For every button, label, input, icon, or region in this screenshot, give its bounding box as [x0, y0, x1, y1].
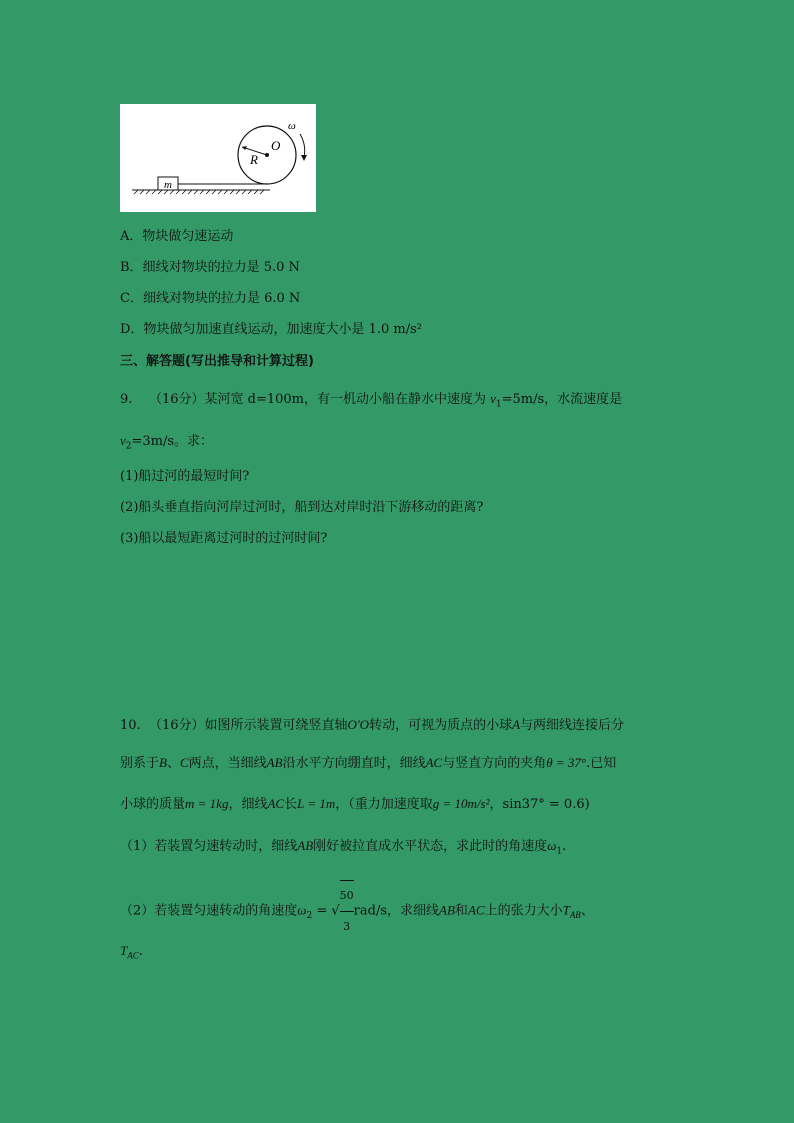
q9-part-3: (3)船以最短距离过河时的过河时间?	[120, 531, 328, 546]
option-b	[120, 259, 300, 277]
q10-text: .	[562, 839, 567, 854]
q10-number: 10.	[120, 718, 141, 733]
option-d	[120, 321, 422, 339]
q10-line1	[120, 716, 624, 735]
physics-figure	[120, 104, 316, 212]
radius-label: R	[250, 152, 258, 167]
q10-line3	[120, 795, 590, 814]
option-c-text: 细线对物块的拉力是 6.0 N	[142, 291, 301, 306]
q10-ab: AB	[266, 755, 283, 770]
q10-text: 转动，可视为质点的小球	[369, 718, 513, 733]
q10-text: 别系于	[120, 756, 160, 771]
option-a-letter: A．	[120, 229, 143, 244]
q9-number: 9.	[120, 392, 133, 407]
q10-part-1	[120, 837, 566, 861]
fraction-numerator: 50	[339, 889, 354, 902]
q10-tension-ac: T	[120, 943, 128, 958]
q9-part-2: (2)船头垂直指向河岸过河时，船到达对岸时沿下游移动的距离?	[120, 500, 484, 515]
q9-text-b: =5m/s，水流速度是	[501, 392, 623, 407]
q10-sin: sin37° = 0.6)	[502, 797, 590, 812]
q10-text: ，	[489, 797, 503, 812]
q10-text: 如图所示装置可绕竖直轴	[204, 718, 348, 733]
q10-text: .已知	[586, 756, 617, 771]
q9-text-c: =3m/s。求：	[131, 434, 214, 449]
option-a-text: 物块做匀速运动	[142, 229, 234, 244]
q10-score: （16分）	[148, 718, 205, 733]
q10-unit: rad/s	[353, 903, 388, 919]
q10-text: 刚好被拉直成水平状态，求此时的角速度	[313, 839, 548, 854]
q9-v1: v	[490, 391, 496, 406]
q10-theta: θ = 37°	[546, 755, 587, 770]
option-c	[120, 290, 300, 308]
q9-v1-sub: 1	[495, 399, 502, 410]
q10-text: （1）若装置匀速转动时，细线	[120, 839, 298, 854]
q9-score: （16分）	[148, 392, 205, 407]
q10-part-2-cont	[120, 942, 143, 965]
q10-omega2-sub: 2	[306, 911, 313, 922]
q10-text: 长	[284, 797, 298, 812]
q10-text: 两点，当细线	[188, 756, 267, 771]
option-d-letter: D．	[120, 322, 144, 337]
q10-ab: AB	[297, 838, 314, 853]
q10-text: .	[138, 944, 143, 959]
q10-length: L = 1m	[297, 796, 336, 811]
q10-text: 小球的质量	[120, 797, 186, 812]
q9-line1	[120, 390, 622, 414]
q10-text: ，求细线	[387, 903, 440, 919]
center-label: O	[271, 138, 281, 153]
q10-text: ，（重力加速度取	[335, 797, 433, 812]
ground-hatch	[134, 190, 264, 194]
q10-ac: AC	[267, 796, 285, 811]
q10-mass: m = 1kg	[185, 796, 229, 811]
q10-axis: O'O	[347, 717, 370, 732]
q9-line2	[120, 432, 213, 456]
option-d-text: 物块做匀加速直线运动，加速度大小是 1.0 m/s²	[143, 322, 422, 337]
option-a	[120, 228, 233, 246]
sqrt-sign: √ $\frac{50}{3}$	[331, 880, 353, 942]
q10-text: （2）若装置匀速转动的角速度	[120, 903, 298, 919]
q10-text: 和	[454, 903, 468, 919]
q10-tension-ab: T	[562, 902, 570, 918]
q10-ac: AC	[467, 902, 485, 918]
rotation-arrowhead	[301, 155, 307, 161]
section-heading: 三、解答题(写出推导和计算过程)	[120, 354, 314, 369]
q10-ab: AB	[439, 902, 455, 918]
q10-omega1: ω	[547, 838, 557, 853]
figure-drawing	[120, 104, 316, 212]
block-label: m	[164, 179, 172, 191]
q9-v2: v	[120, 433, 126, 448]
option-c-letter: C．	[120, 291, 143, 306]
q10-text: ，细线	[228, 797, 268, 812]
fraction	[340, 880, 354, 942]
q10-tension-ab-sub: AB	[569, 910, 581, 921]
omega-label: ω	[288, 120, 296, 132]
rotation-arc	[300, 134, 305, 158]
q10-gravity: g = 10m/s²	[432, 796, 490, 811]
q10-text: 与两细线连接后分	[520, 718, 625, 733]
q9-v2-sub: 2	[125, 441, 132, 452]
q10-ac: AC	[425, 755, 443, 770]
fraction-denominator: 3	[340, 911, 354, 942]
q9-text-a: 某河宽 d=100m，有一机动小船在静水中速度为	[204, 392, 491, 407]
q10-tension-ac-sub: AC	[127, 950, 139, 961]
q10-point-b: B	[159, 755, 167, 770]
q10-line2	[120, 754, 616, 773]
q10-text: 与竖直方向的夹角	[442, 756, 547, 771]
q9-part-1: (1)船过河的最短时间?	[120, 469, 250, 484]
option-b-text: 细线对物块的拉力是 5.0 N	[142, 260, 300, 275]
q10-omega2: ω	[297, 902, 307, 918]
q10-text: =	[312, 903, 332, 919]
q10-text: 沿水平方向绷直时，细线	[282, 756, 426, 771]
q10-text: 、	[580, 903, 594, 919]
q10-text: 、	[166, 756, 180, 771]
q10-text: 上的张力大小	[484, 903, 563, 919]
q10-ball: A	[512, 717, 521, 732]
q10-point-c: C	[179, 755, 189, 770]
q10-part-2	[120, 880, 594, 942]
q10-omega1-sub: 1	[556, 846, 563, 857]
option-b-letter: B．	[120, 260, 143, 275]
